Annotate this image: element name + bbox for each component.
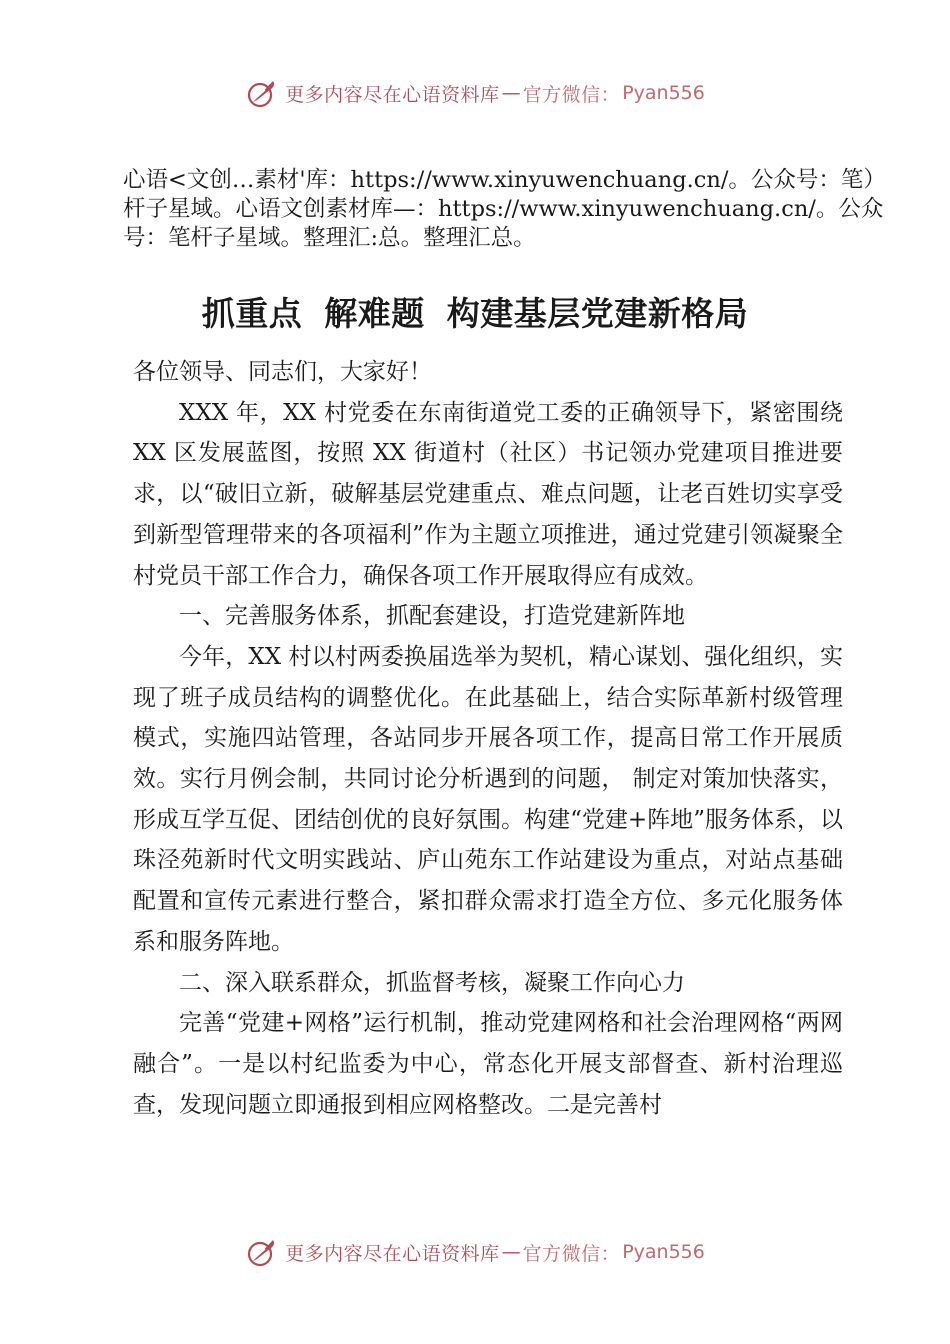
page-title: 抓重点 解难题 构建基层党建新格局 [201,294,749,333]
intro-source-note: 心语<文创…素材'库：https://www.xinyuwenchuang.cn/。公众号：笔）杆子星域。心语文创素材库—：https://www.xinyuwenchuang.cn/。公众号：笔杆子星域。整理汇:总。整理汇总。 [123,167,886,251]
paragraph-section-2: 完善“党建+网格”运行机制，推动党建网格和社会治理网格“两网融合”。一是以村纪监委为中心，常态化开展支部督查、新村治理巡查，发现问题立即通报到相应网格整改。二是完善村 [133,1010,843,1118]
section-heading-1: 一、完善服务体系，抓配套建设，打造党建新阵地 [179,603,685,630]
banner-text: 更多内容尽在心语资料库 [285,83,500,106]
banner-text: 更多内容尽在心语资料库 [285,1242,500,1265]
footer-banner [0,1232,950,1272]
speech-body [133,352,843,1125]
banner-wechat-id: Pyan556 [622,1241,705,1263]
banner-dash: — [501,1241,521,1263]
banner-wechat-id: Pyan556 [622,82,705,104]
banner-dash: — [501,82,521,104]
section-heading-2: 二、深入联系群众，抓监督考核，凝聚工作向心力 [179,969,685,996]
paragraph-section-1: 今年，XX 村以村两委换届选举为契机，精心谋划、强化组织，实现了班子成员结构的调整优化。在此基础上，结合实际革新村级管理模式，实施四站管理，各站同步开展各项工作，提高日常工作开展质效。实行月例会制，共同讨论分析遇到的问题， 制定对策加快落实，形成互学互促、团结创优的良好氛围。构建“党建+阵地”服务体系，以珠泾苑新时代文明实践站、庐山苑东工作站建设为重点，对站点基础配置和宣传元素进行整合，紧扣群众需求打造全方位、多元化服务体系和服务阵地。 [133,643,843,955]
quill-logo-icon [245,1235,279,1269]
greeting: 各位领导、同志们，大家好！ [133,359,432,385]
header-banner [0,73,950,113]
banner-wechat-label: 官方微信： [522,1242,621,1265]
quill-logo-icon [245,76,279,110]
paragraph-intro: XXX 年，XX 村党委在东南街道党工委的正确领导下，紧密围绕 XX 区发展蓝图，按照 XX 街道村（社区）书记领办党建项目推进要求，以“破旧立新，破解基层党建重点、难点问题，让老百姓切实享受到新型管理带来的各项福利”作为主题立项推进，通过党建引领凝聚全村党员干部工作合力，确保各项工作开展取得应有成效。 [133,399,843,589]
banner-wechat-label: 官方微信： [522,83,621,106]
